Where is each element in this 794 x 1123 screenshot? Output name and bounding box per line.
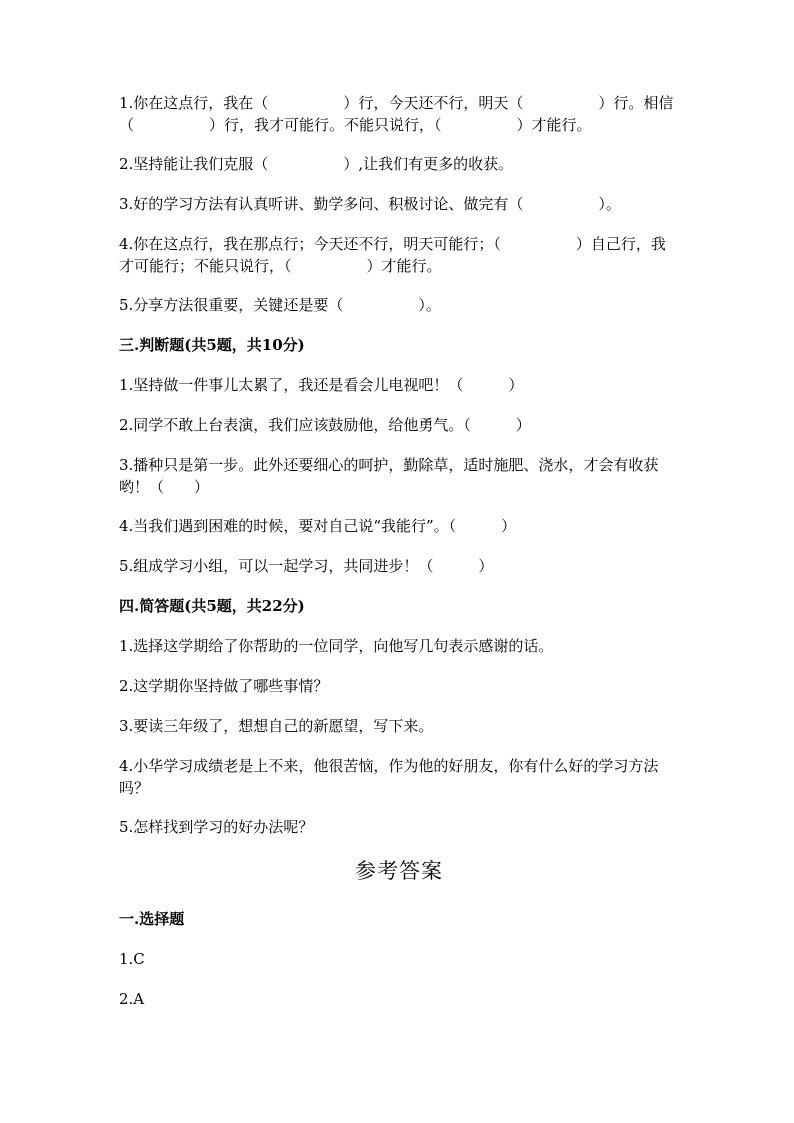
answer-key-title: 参考答案 <box>355 859 443 883</box>
fill-blank-item-5: 5.分享方法很重要，关键还是要（ ）。 <box>119 296 441 314</box>
fill-blank-item-4: 4.你在这点行，我在那点行；今天还不行，明天可能行；（ ）自己行，我才可能行；不能只说行，（ ）才能行。 <box>119 235 666 275</box>
answer-list <box>119 948 679 1010</box>
short-answer-item-3: 3.要读三年级了，想想自己的新愿望，写下来。 <box>119 717 434 735</box>
section-heading-short-answer: 四.简答题(共5题，共22分) <box>119 597 305 615</box>
judgment-item-2: 2.同学不敢上台表演，我们应该鼓励他，给他勇气。（ ） <box>119 416 531 434</box>
fill-blank-list <box>119 92 679 316</box>
short-answer-item-1: 1.选择这学期给了你帮助的一位同学，向他写几句表示感谢的话。 <box>119 637 554 655</box>
answer-section-heading: 一.选择题 <box>119 910 185 928</box>
judgment-item-5: 5.组成学习小组，可以一起学习，共同进步！（ ） <box>119 557 494 575</box>
short-answer-item-2: 2.这学期你坚持做了哪些事情？ <box>119 677 329 695</box>
short-answer-item-5: 5.怎样找到学习的好办法呢？ <box>119 818 314 836</box>
judgment-item-4: 4.当我们遇到困难的时候，要对自己说“我能行”。（ ） <box>119 517 517 535</box>
fill-blank-item-2: 2.坚持能让我们克服（ ）,让我们有更多的收获。 <box>119 155 514 173</box>
judgment-item-1: 1.坚持做一件事儿太累了，我还是看会儿电视吧！（ ） <box>119 376 524 394</box>
short-answer-item-4: 4.小华学习成绩老是上不来，他很苦恼，作为他的好朋友，你有什么好的学习方法吗？ <box>119 757 659 797</box>
fill-blank-item-1: 1.你在这点行，我在（ ）行，今天还不行，明天（ ）行。相信（ ）行，我才可能行。不能只说行，（ ）才能行。 <box>119 94 674 134</box>
short-answer-list <box>119 635 679 838</box>
fill-blank-item-3: 3.好的学习方法有认真听讲、勤学多问、积极讨论、做完有（ ）。 <box>119 195 621 213</box>
judgment-item-3: 3.播种只是第一步。此外还要细心的呵护，勤除草，适时施肥、浇水，才会有收获哟！（ ） <box>119 456 659 496</box>
answer-item-2: 2.A <box>119 990 145 1008</box>
answer-item-1: 1.C <box>119 950 145 968</box>
judgment-list <box>119 374 679 577</box>
section-heading-judgment: 三.判断题(共5题，共10分) <box>119 336 305 354</box>
worksheet-page <box>119 92 679 1028</box>
